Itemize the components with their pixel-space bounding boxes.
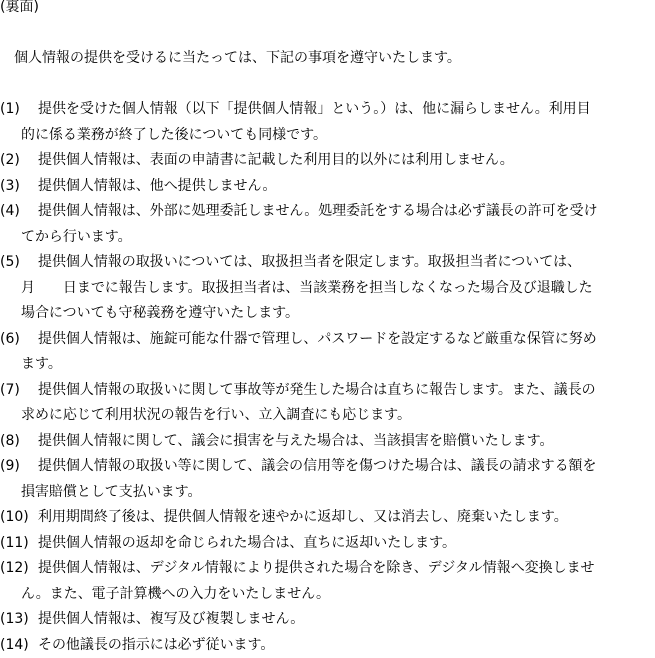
item-text-line: 提供個人情報は、外部に処理委託しません。処理委託をする場合は必ず議長の許可を受け <box>0 199 655 225</box>
item-text-line: 提供個人情報の取扱いについては、取扱担当者を限定します。取扱担当者については、 <box>0 250 655 276</box>
item-text-line: 的に係る業務が終了した後についても同様です。 <box>0 123 655 149</box>
item-number: (10) <box>0 505 29 531</box>
item-number: (5) <box>0 250 20 276</box>
item-text-line: 提供個人情報は、デジタル情報により提供された場合を除き、デジタル情報へ変換しませ <box>0 556 655 582</box>
item-number: (13) <box>0 607 29 633</box>
list-item <box>0 531 655 557</box>
item-text-line: 提供個人情報は、施錠可能な什器で管理し、パスワードを設定するなど厳重な保管に努め <box>0 327 655 353</box>
list-item <box>0 607 655 633</box>
item-text-line: 月 日までに報告します。取扱担当者は、当該業務を担当しなくなった場合及び退職した <box>0 276 655 302</box>
item-number: (8) <box>0 429 20 455</box>
item-text-line: てから行います。 <box>0 225 655 251</box>
page-heading: (裏面) <box>0 0 39 17</box>
item-text-line: 提供個人情報の取扱い等に関して、議会の信用等を傷つけた場合は、議長の請求する額を <box>0 454 655 480</box>
pledge-list <box>0 97 655 658</box>
item-text-line: その他議長の指示には必ず従います。 <box>0 633 655 658</box>
list-item <box>0 454 655 505</box>
item-text-line: 求めに応じて利用状況の報告を行い、立入調査にも応じます。 <box>0 403 655 429</box>
list-item <box>0 327 655 378</box>
list-item <box>0 97 655 148</box>
item-text-line: ます。 <box>0 352 655 378</box>
item-text-line: 提供を受けた個人情報（以下「提供個人情報」という。）は、他に漏らしません。利用目 <box>0 97 655 123</box>
item-text-line: 利用期間終了後は、提供個人情報を速やかに返却し、又は消去し、廃棄いたします。 <box>0 505 655 531</box>
item-number: (1) <box>0 97 20 123</box>
list-item <box>0 174 655 200</box>
item-number: (14) <box>0 633 29 658</box>
list-item <box>0 556 655 607</box>
item-number: (7) <box>0 378 20 404</box>
item-text-line: 損害賠償として支払います。 <box>0 480 655 506</box>
item-number: (12) <box>0 556 29 582</box>
item-number: (9) <box>0 454 20 480</box>
list-item <box>0 378 655 429</box>
item-text-line: 場合についても守秘義務を遵守いたします。 <box>0 301 655 327</box>
item-text-line: 提供個人情報は、表面の申請書に記載した利用目的以外には利用しません。 <box>0 148 655 174</box>
item-text-line: 提供個人情報は、複写及び複製しません。 <box>0 607 655 633</box>
item-text-line: 提供個人情報に関して、議会に損害を与えた場合は、当該損害を賠償いたします。 <box>0 429 655 455</box>
item-number: (11) <box>0 531 29 557</box>
list-item <box>0 633 655 658</box>
list-item <box>0 199 655 250</box>
item-text-line: 提供個人情報の取扱いに関して事故等が発生した場合は直ちに報告します。また、議長の <box>0 378 655 404</box>
item-number: (4) <box>0 199 20 225</box>
item-number: (2) <box>0 148 20 174</box>
item-number: (6) <box>0 327 20 353</box>
list-item <box>0 250 655 327</box>
list-item <box>0 429 655 455</box>
item-text-line: ん。また、電子計算機への入力をいたしません。 <box>0 582 655 608</box>
item-text-line: 提供個人情報は、他へ提供しません。 <box>0 174 655 200</box>
item-number: (3) <box>0 174 20 200</box>
list-item <box>0 148 655 174</box>
list-item <box>0 505 655 531</box>
item-text-line: 提供個人情報の返却を命じられた場合は、直ちに返却いたします。 <box>0 531 655 557</box>
intro-text: 個人情報の提供を受けるに当たっては、下記の事項を遵守いたします。 <box>14 48 461 68</box>
